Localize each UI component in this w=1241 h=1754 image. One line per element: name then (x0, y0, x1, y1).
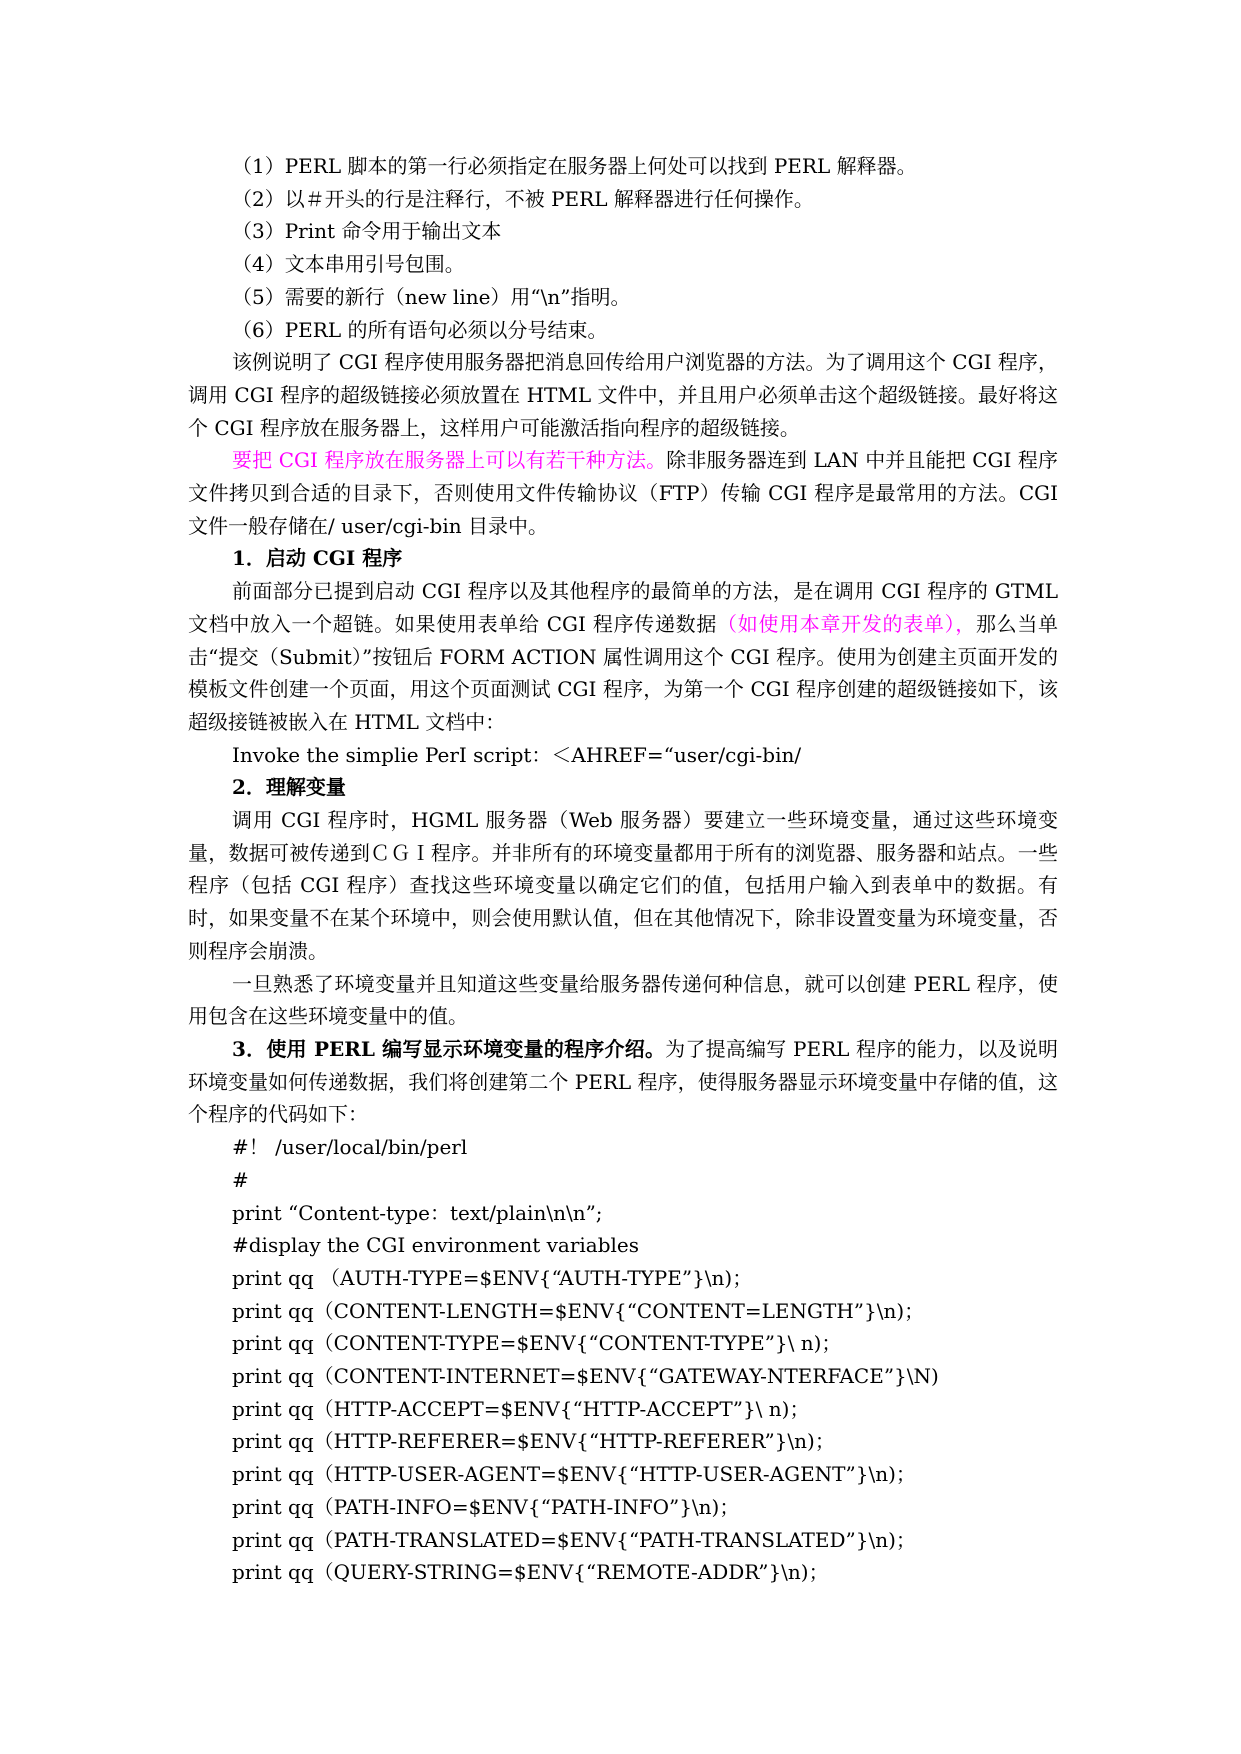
paragraph-perl-program-intro (188, 1033, 1058, 1131)
paragraph-text: 为了提高编写 PERL 程序的能力，以及说明环境变量如何传递数据，我们将创建第二个 PERL 程序，使得服务器显示环境变量中存储的值，这个程序的代码如下： (188, 1036, 1058, 1127)
code-line: print qq（PATH-INFO=$ENV{“PATH-INFO”}\n)； (232, 1494, 740, 1519)
list-item: （4）文本串用引号包围。 (232, 252, 465, 277)
page-content (188, 150, 1058, 1589)
code-line: print qq（HTTP-USER-AGENT=$ENV{“HTTP-USER-AGENT”}\n)； (232, 1462, 916, 1487)
code-line: print qq（QUERY-STRING=$ENV{“REMOTE-ADDR”}\n)； (232, 1560, 829, 1585)
list-item: （1）PERL 脚本的第一行必须指定在服务器上何处可以找到 PERL 解释器。 (232, 154, 917, 178)
paragraph-cgi-example: 该例说明了 CGI 程序使用服务器把消息回传给用户浏览器的方法。为了调用这个 CGI 程序，调用 CGI 程序的超级链接必须放置在 HTML 文件中，并且用户必须单击这个超级链接。最好将这个 CGI 程序放在服务器上，这样用户可能激活指向程序的超级链接。 (188, 350, 1058, 440)
list-item: （5）需要的新行（new line）用“\n”指明。 (232, 284, 631, 309)
code-line: print qq（CONTENT-LENGTH=$ENV{“CONTENT=LENGTH”}\n)； (232, 1298, 925, 1323)
paragraph-start-cgi (188, 575, 1058, 739)
paragraph-cgi-placement (188, 444, 1058, 542)
code-line: # (232, 1167, 249, 1192)
code-line: print qq （AUTH-TYPE=$ENV{“AUTH-TYPE”}\n)； (232, 1265, 753, 1290)
section-heading-variables: 2．理解变量 (232, 775, 346, 800)
list-item: （6）PERL 的所有语句必须以分号结束。 (232, 317, 608, 342)
code-line: #！ /user/local/bin/perl (232, 1135, 468, 1160)
code-line: print qq（CONTENT-INTERNET=$ENV{“GATEWAY-NTERFACE”}\N) (232, 1364, 939, 1389)
bold-heading-text: 3．使用 PERL 编写显示环境变量的程序介绍。 (232, 1036, 666, 1061)
code-line: print qq（HTTP-REFERER=$ENV{“HTTP-REFERER”}\n)； (232, 1429, 835, 1454)
highlighted-text: （如使用本章开发的表单）， (717, 611, 976, 636)
code-line: print “Content-type：text/plain\n\n”; (232, 1200, 603, 1225)
code-line: print qq（PATH-TRANSLATED=$ENV{“PATH-TRANSLATED”}\n)； (232, 1527, 916, 1552)
paragraph-perl-usage: 一旦熟悉了环境变量并且知道这些变量给服务器传递何种信息，就可以创建 PERL 程序，使用包含在这些环境变量中的值。 (188, 971, 1058, 1029)
paragraph-text: 那么当单击“提交（Submit）”按钮后 FORM ACTION 属性调用这个 CGI 程序。使用为创建主页面开发的模板文件创建一个页面，用这个页面测试 CGI 程序，为第一个 CGI 程序创建的超级链接如下，该超级接链被嵌入在 HTML 文档中： (188, 611, 1059, 734)
list-item: （3）Print 命令用于输出文本 (232, 219, 502, 244)
section-heading-start-cgi: 1．启动 CGI 程序 (232, 546, 403, 571)
highlighted-text: 要把 CGI 程序放在服务器上可以有若干种方法。 (232, 448, 667, 473)
code-line: print qq（CONTENT-TYPE=$ENV{“CONTENT-TYPE”}\ n)； (232, 1331, 842, 1356)
paragraph-text: 前面部分已提到启动 CGI 程序以及其他程序的最简单的方法，是在调用 CGI 程序的 GTML 文档中放入一个超链。如果使用表单给 CGI 程序传递数据 (188, 579, 1058, 636)
list-item: （2）以＃开头的行是注释行，不被 PERL 解释器进行任何操作。 (232, 186, 814, 211)
paragraph-text: 除非服务器连到 LAN 中并且能把 CGI 程序文件拷贝到合适的目录下，否则使用文件传输协议（FTP）传输 CGI 程序是最常用的方法。CGI 文件一般存储在/ user/cgi-bin 目录中。 (188, 448, 1058, 538)
code-line: print qq（HTTP-ACCEPT=$ENV{“HTTP-ACCEPT”}\ n)； (232, 1396, 810, 1421)
paragraph-env-variables: 调用 CGI 程序时，HGML 服务器（Web 服务器）要建立一些环境变量，通过这些环境变量，数据可被传递到ＣＧＩ程序。并非所有的环境变量都用于所有的浏览器、服务器和站点。一些程序（包括 CGI 程序）查找这些环境变量以确定它们的值，包括用户输入到表单中的数据。有时，如果变量不在某个环境中，则会使用默认值，但在其他情况下，除非设置变量为环境变量，否则程序会崩溃。 (188, 808, 1058, 963)
code-line: #display the CGI environment variables (232, 1233, 640, 1258)
invoke-line: Invoke the simplie PerI script：＜AHREF=“user/cgi-bin/ (232, 742, 802, 767)
